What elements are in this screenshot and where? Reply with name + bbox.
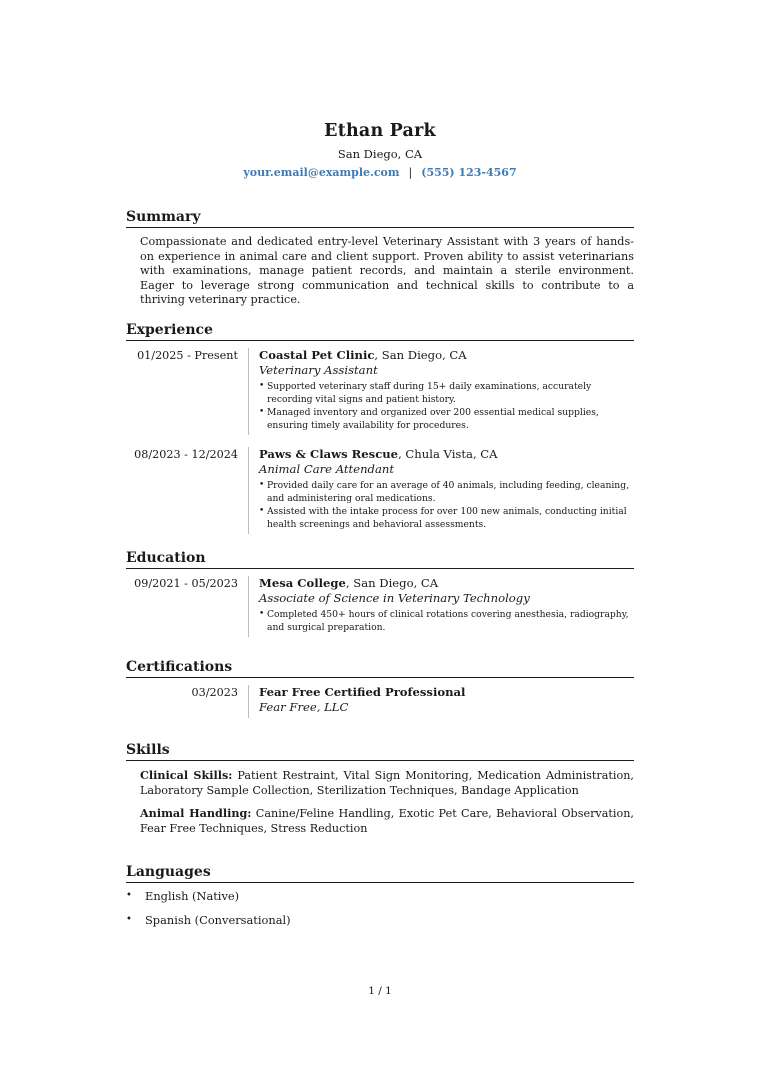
candidate-name: Ethan Park	[324, 121, 436, 141]
entry-degree: Associate of Science in Veterinary Technology	[259, 591, 530, 605]
certification-name: Fear Free Certified Professional	[259, 685, 466, 699]
experience-entry	[126, 447, 634, 534]
summary-text: Compassionate and dedicated entry-level Veterinary Assistant with 3 years of hands-on experience in animal care and client support. Proven ability to assist veterinarians with examinations, manage patient records, and maintain a sterile environment. Eager to leverage strong communication and technical skills to contribute to a thriving veterinary practice.	[140, 235, 634, 307]
section-title-skills: Skills	[126, 742, 634, 761]
languages-section	[126, 864, 634, 937]
summary-section	[126, 209, 634, 308]
education-entry	[126, 576, 634, 637]
entry-title	[259, 685, 634, 700]
entry-bullets	[259, 608, 634, 634]
section-title-experience: Experience	[126, 322, 634, 341]
bullet-item: • Managed inventory and organized over 200 essential medical supplies, ensuring timely availability for procedures.	[259, 406, 634, 432]
entry-body	[248, 447, 634, 534]
section-title-certifications: Certifications	[126, 659, 634, 678]
experience-section	[126, 322, 634, 534]
entry-date: 09/2021 - 05/2023	[134, 577, 238, 590]
entry-date: 08/2023 - 12/2024	[134, 448, 238, 461]
language-list	[126, 889, 634, 927]
skills-section	[126, 742, 634, 836]
skill-category: Animal Handling:	[140, 806, 252, 821]
email-link[interactable]: your.email@example.com	[243, 166, 400, 179]
phone-link[interactable]: (555) 123-4567	[421, 166, 517, 179]
language-item: • English (Native)	[126, 889, 634, 903]
candidate-location: San Diego, CA	[337, 147, 423, 161]
entry-date: 01/2025 - Present	[137, 349, 238, 362]
bullet-item: • Supported veterinary staff during 15+ daily examinations, accurately recording vital signs and patient history.	[259, 380, 634, 406]
entry-organization: Paws & Claws Rescue	[259, 447, 399, 461]
resume-header	[0, 121, 760, 179]
entry-body	[248, 348, 634, 435]
entry-location: , Chula Vista, CA	[398, 447, 498, 461]
language-item: • Spanish (Conversational)	[126, 913, 634, 927]
contact-separator: |	[408, 166, 413, 179]
entry-role: Veterinary Assistant	[259, 363, 378, 377]
certification-entry	[126, 685, 634, 718]
page-number: 1 / 1	[368, 985, 392, 997]
skill-group	[140, 768, 634, 798]
entry-date: 03/2023	[191, 686, 238, 699]
certification-issuer: Fear Free, LLC	[259, 700, 349, 714]
entry-bullets	[259, 479, 634, 531]
entry-bullets	[259, 380, 634, 432]
skill-group	[140, 806, 634, 836]
entry-title	[259, 348, 634, 363]
skill-list: Patient Restraint, Vital Sign Monitoring, Medication Administration, Laboratory Sample Collection, Sterilization Techniques, Bandage Application	[140, 769, 634, 797]
entry-location: , San Diego, CA	[374, 348, 467, 362]
education-section	[126, 550, 634, 637]
bullet-item: • Completed 450+ hours of clinical rotations covering anesthesia, radiography, and surgical preparation.	[259, 608, 634, 634]
section-title-summary: Summary	[126, 209, 634, 228]
entry-title	[259, 576, 634, 591]
bullet-item: • Provided daily care for an average of 40 animals, including feeding, cleaning, and administering oral medications.	[259, 479, 634, 505]
skill-category: Clinical Skills:	[140, 768, 233, 782]
entry-body	[248, 576, 634, 637]
contact-line	[0, 166, 760, 179]
section-title-education: Education	[126, 550, 634, 569]
entry-body	[248, 685, 634, 718]
section-title-languages: Languages	[126, 864, 634, 883]
entry-organization: Coastal Pet Clinic	[259, 348, 375, 362]
entry-title	[259, 447, 634, 462]
certifications-section	[126, 659, 634, 718]
entry-role: Animal Care Attendant	[259, 462, 394, 476]
bullet-item: • Assisted with the intake process for over 100 new animals, conducting initial health screenings and behavioral assessments.	[259, 505, 634, 531]
experience-entry	[126, 348, 634, 435]
skill-list: Canine/Feline Handling, Exotic Pet Care, Behavioral Observation, Fear Free Techniques, Stress Reduction	[140, 807, 634, 835]
entry-location: , San Diego, CA	[345, 576, 439, 590]
entry-organization: Mesa College	[259, 576, 346, 590]
